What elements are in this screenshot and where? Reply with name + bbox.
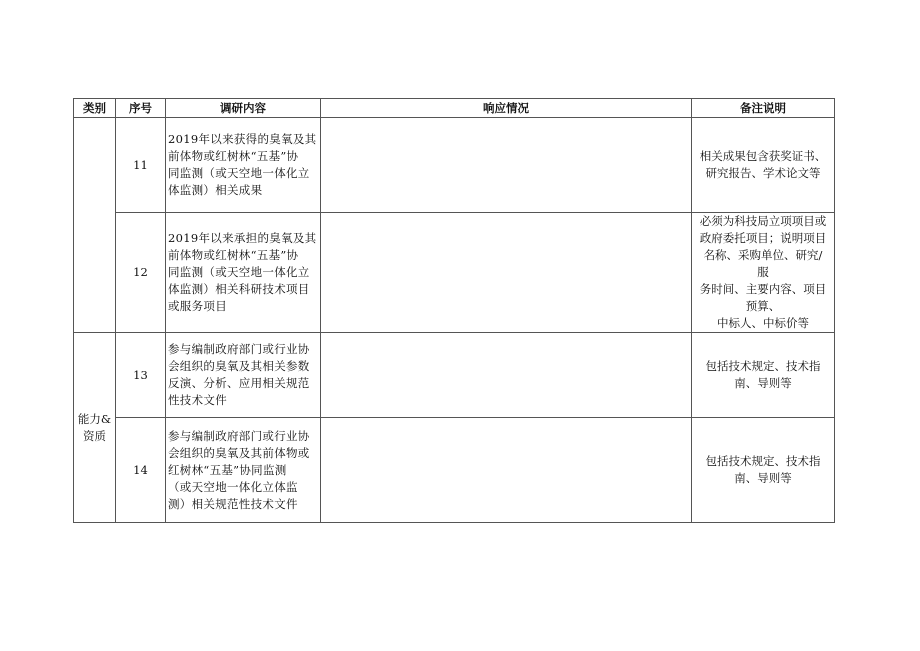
- table-header-row: [74, 99, 835, 118]
- response-cell[interactable]: [321, 333, 692, 418]
- research-content-cell: [166, 418, 321, 523]
- remarks-cell: [692, 213, 835, 333]
- remarks-text: 包括技术规定、技术指 南、导则等: [705, 454, 821, 485]
- row-number: 11: [116, 118, 166, 213]
- remarks-cell: [692, 333, 835, 418]
- research-content-cell: [166, 213, 321, 333]
- response-cell[interactable]: [321, 418, 692, 523]
- table-row: [74, 418, 835, 523]
- header-number: 序号: [116, 99, 166, 118]
- header-response: 响应情况: [321, 99, 692, 118]
- category-label: 能力& 资质: [77, 411, 112, 443]
- header-category: 类别: [74, 99, 116, 118]
- remarks-text: 必须为科技局立项项目或 政府委托项目；说明项目 名称、采购单位、研究/服 务时间、主要内容、项目 预算、 中标人、中标价等: [699, 214, 827, 330]
- remarks-cell: [692, 118, 835, 213]
- research-content-cell: [166, 333, 321, 418]
- research-content: 参与编制政府部门或行业协 会组织的臭氧及其相关参数 反演、分析、应用相关规范 性技术文件: [168, 342, 310, 407]
- response-cell[interactable]: [321, 118, 692, 213]
- remarks-cell: [692, 418, 835, 523]
- response-cell[interactable]: [321, 213, 692, 333]
- row-number: 13: [116, 333, 166, 418]
- table-row: [74, 333, 835, 418]
- research-content: 2019年以来获得的臭氧及其 前体物或红树林“五基”协 同监测（或天空地一体化立 体监测）相关成果: [168, 132, 317, 197]
- survey-table: [73, 98, 835, 523]
- row-number: 14: [116, 418, 166, 523]
- remarks-text: 相关成果包含获奖证书、 研究报告、学术论文等: [699, 149, 827, 180]
- table-row: [74, 118, 835, 213]
- header-remarks: 备注说明: [692, 99, 835, 118]
- category-cell: [74, 333, 116, 523]
- research-content: 参与编制政府部门或行业协 会组织的臭氧及其前体物或 红树林“五基”协同监测 （或天空地一体化立体监 测）相关规范性技术文件: [168, 428, 310, 511]
- research-content: 2019年以来承担的臭氧及其 前体物或红树林“五基”协 同监测（或天空地一体化立 体监测）相关科研技术项目 或服务项目: [168, 231, 317, 313]
- row-number: 12: [116, 213, 166, 333]
- header-content: 调研内容: [166, 99, 321, 118]
- category-cell: [74, 118, 116, 333]
- research-content-cell: [166, 118, 321, 213]
- remarks-text: 包括技术规定、技术指 南、导则等: [705, 359, 821, 390]
- table-row: [74, 213, 835, 333]
